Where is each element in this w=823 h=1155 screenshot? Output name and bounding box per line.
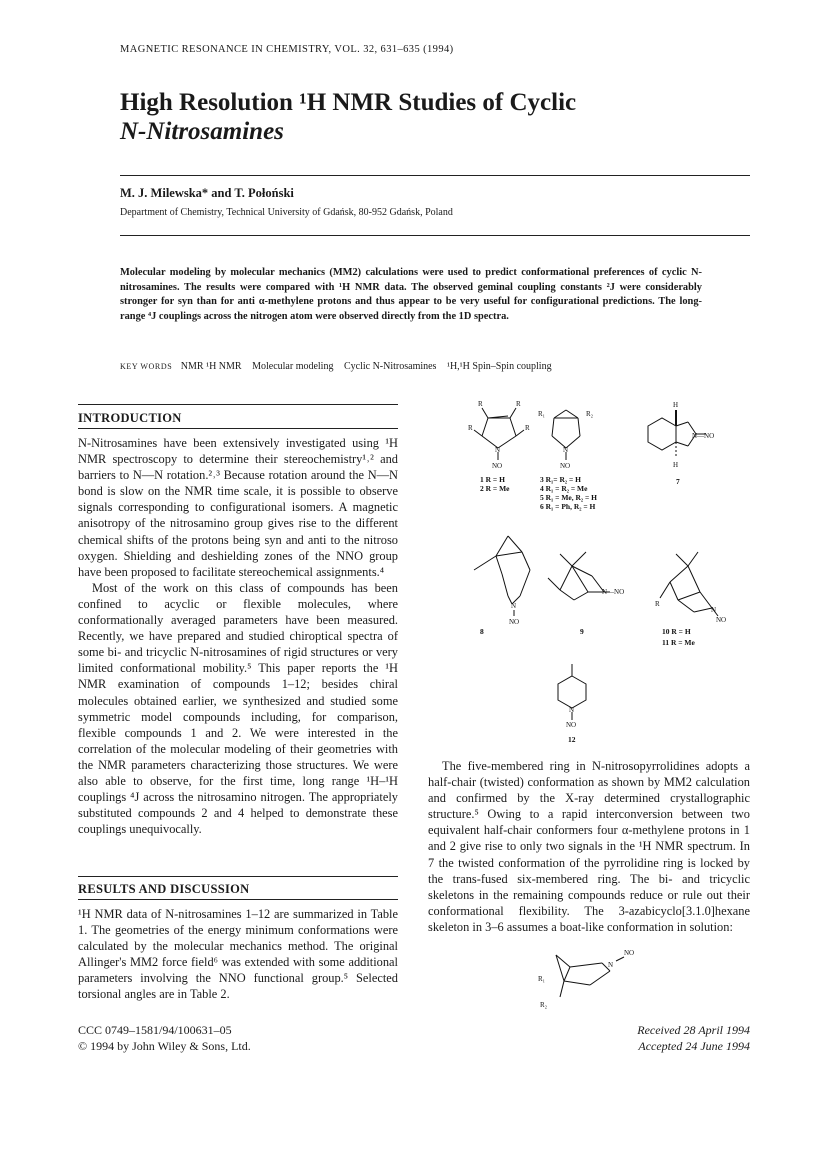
atom-label: R [655, 600, 660, 608]
conformation-paragraph: The five-membered ring in N-nitrosopyrrolidines adopts a half-chair (twisted) conformation as shown by MM2 calculation and confirmed by the X-ray determined crystallographic structure.⁵ Owing to a rapid interconversion between two equivalent half-chair conformers four α-methylene protons in 1 and 2 give rise to only two signals in the ¹H NMR spectrum. In 7 the twisted conformation of the pyrrolidine ring is locked by the trans-fused six-membered ring. The bi- and tricyclic skeletons in the remaining compounds reduce or rule out their conformational flexibility. The 3-azabicyclo[3.1.0]hexane skeleton in 3–6 assumes a boat-like conformation in solution: [428, 759, 750, 934]
title-line-1: High Resolution ¹H NMR Studies of Cyclic [120, 89, 577, 116]
atom-label: NO [560, 462, 571, 470]
received-date: Received 28 April 1994 [637, 1023, 750, 1037]
compound-label: 6 R₁ = Ph, R₂ = H [540, 502, 596, 511]
atom-label: R [525, 424, 530, 432]
compound-label: 4 R₁ = R₂ = Me [540, 484, 588, 493]
atom-label: R₂ [540, 1001, 548, 1009]
atom-label: H [673, 461, 679, 469]
results-body [78, 906, 398, 1003]
keywords-label: KEY WORDS [120, 362, 173, 371]
atom-label: NO [509, 618, 520, 626]
results-rule-top [78, 876, 398, 877]
affiliation: Department of Chemistry, Technical University of Gdańsk, 80-952 Gdańsk, Poland [120, 207, 453, 218]
atom-label: NO [492, 462, 503, 470]
title-rule [120, 175, 750, 176]
compound-label: 10 R = H [662, 627, 691, 636]
structure-12 [558, 664, 586, 744]
compound-label: 12 [568, 735, 576, 744]
right-column-body [428, 758, 750, 935]
atom-label: NO [716, 616, 727, 624]
atom-label: R [516, 400, 521, 408]
atom-label: R₂ [586, 410, 594, 418]
keyword: Cyclic N-Nitrosamines [343, 361, 437, 372]
results-rule-bottom [78, 899, 398, 900]
compound-label: 3 R₁= R₂ = H [540, 475, 581, 484]
results-heading: RESULTS AND DISCUSSION [78, 882, 250, 896]
introduction-heading: INTRODUCTION [78, 411, 182, 425]
atom-label: N—NO [602, 588, 625, 596]
boat-conformation-figure [530, 945, 660, 1015]
compound-label: 5 R₁ = Me, R₂ = H [540, 493, 597, 502]
keyword: Molecular modeling [252, 361, 334, 372]
atom-label: R [468, 424, 473, 432]
intro-rule-bottom [78, 428, 398, 429]
atom-label: N [511, 602, 517, 610]
structure-3-6 [538, 410, 597, 511]
journal-citation: MAGNETIC RESONANCE IN CHEMISTRY, VOL. 32, 631–635 (1994) [120, 44, 454, 55]
copyright-block [78, 1022, 251, 1054]
ccc-code: CCC 0749–1581/94/100631–05 [78, 1023, 232, 1037]
compound-label: 9 [580, 627, 584, 636]
atom-label: NO [624, 949, 635, 957]
keyword: ¹H,¹H Spin–Spin coupling [446, 361, 552, 372]
paper-title [120, 88, 680, 146]
results-paragraph: ¹H NMR data of N-nitrosamines 1–12 are summarized in Table 1. The geometries of the energy minimum conformations were calculated by the molecular mechanics method. The original Allinger's MM2 force field⁶ was extended with some additional parameters involving the NNO functional group.⁵ Selected torsional angles are in Table 2. [78, 907, 398, 1002]
atom-label: H [673, 401, 679, 409]
atom-label: N [711, 606, 717, 614]
intro-paragraph-1: N-Nitrosamines have been extensively investigated using ¹H NMR spectroscopy to determine their stereochemistry¹˒² and barriers to N—N rotation.²˒³ Because rotation around the N—N bond is slow on the NMR time scale, it is possible to observe signals corresponding to configurational isomers. A magnetic anisotropy of the nitrosamino group gives rise to the different chemical shifts of the protons being syn and anti to the nitroso oxygen. Shielding and deshielding zones of the NNO group have been proposed to facilitate stereochemical assignments.⁴ [78, 436, 398, 579]
title-line-2: N-Nitrosamines [120, 118, 284, 145]
compound-label: 7 [676, 477, 680, 486]
accepted-date: Accepted 24 June 1994 [638, 1039, 750, 1053]
atom-label: N [608, 961, 614, 969]
compound-label: 2 R = Me [480, 484, 510, 493]
authors: M. J. Milewska* and T. Połoński [120, 186, 294, 200]
structure-10-11 [655, 552, 726, 647]
dates-block [560, 1022, 750, 1054]
atom-label: R₁ [538, 410, 546, 418]
intro-paragraph-2: Most of the work on this class of compounds has been confined to acyclic or flexible molecules, where conformationally averaged parameters have been measured. Recently, we have prepared and studied chiroptical spectra of some bi- and tricyclic N-nitrosamines of rigid structures or very limited conformational mobility.⁵ This paper reports the ¹H NMR examination of compounds 1–12; besides chiral molecules obtained earlier, we synthesized and studied some symmetric model compounds including, for comparison, flexible compounds 1 and 2. We were interested in the correlation of the molecular modeling of their geometries with the NMR parameters characterizing those structures. We were also able to observe, for the first time, long range ¹H–¹H couplings ⁴J across the nitrosamino nitrogen. The appropriately substituted compounds 2 and 4 helped to demonstrate these couplings unequivocally. [78, 580, 398, 837]
atom-label: NO [566, 721, 577, 729]
compound-label: 1 R = H [480, 475, 505, 484]
structure-figure [430, 396, 760, 756]
structure-8 [474, 536, 530, 636]
intro-rule-top [78, 404, 398, 405]
atom-label: N—NO [692, 432, 715, 440]
structure-1-2 [468, 400, 530, 493]
structure-7 [648, 401, 714, 486]
abstract: Molecular modeling by molecular mechanics (MM2) calculations were used to predict conformational preferences of cyclic N-nitrosamines. The results were compared with ¹H NMR data. The observed geminal coupling constants ²J were considerably stronger for syn than for anti α-methylene protons and thus appear to be very useful for configurational predictions. The long-range ⁴J couplings across the nitrogen atom were observed directly from the 1D spectra. [120, 267, 702, 322]
atom-label: N [495, 446, 501, 454]
introduction-body [78, 435, 398, 837]
keywords [120, 361, 740, 372]
atom-label: R₁ [538, 975, 546, 983]
atom-label: R [478, 400, 483, 408]
structure-9 [548, 552, 624, 636]
atom-label: N [569, 706, 575, 714]
copyright-notice: © 1994 by John Wiley & Sons, Ltd. [78, 1039, 251, 1053]
keyword: NMR ¹H NMR [180, 361, 242, 372]
compound-label: 8 [480, 627, 484, 636]
compound-label: 11 R = Me [662, 638, 695, 647]
affiliation-rule [120, 235, 750, 236]
atom-label: N [563, 446, 569, 454]
